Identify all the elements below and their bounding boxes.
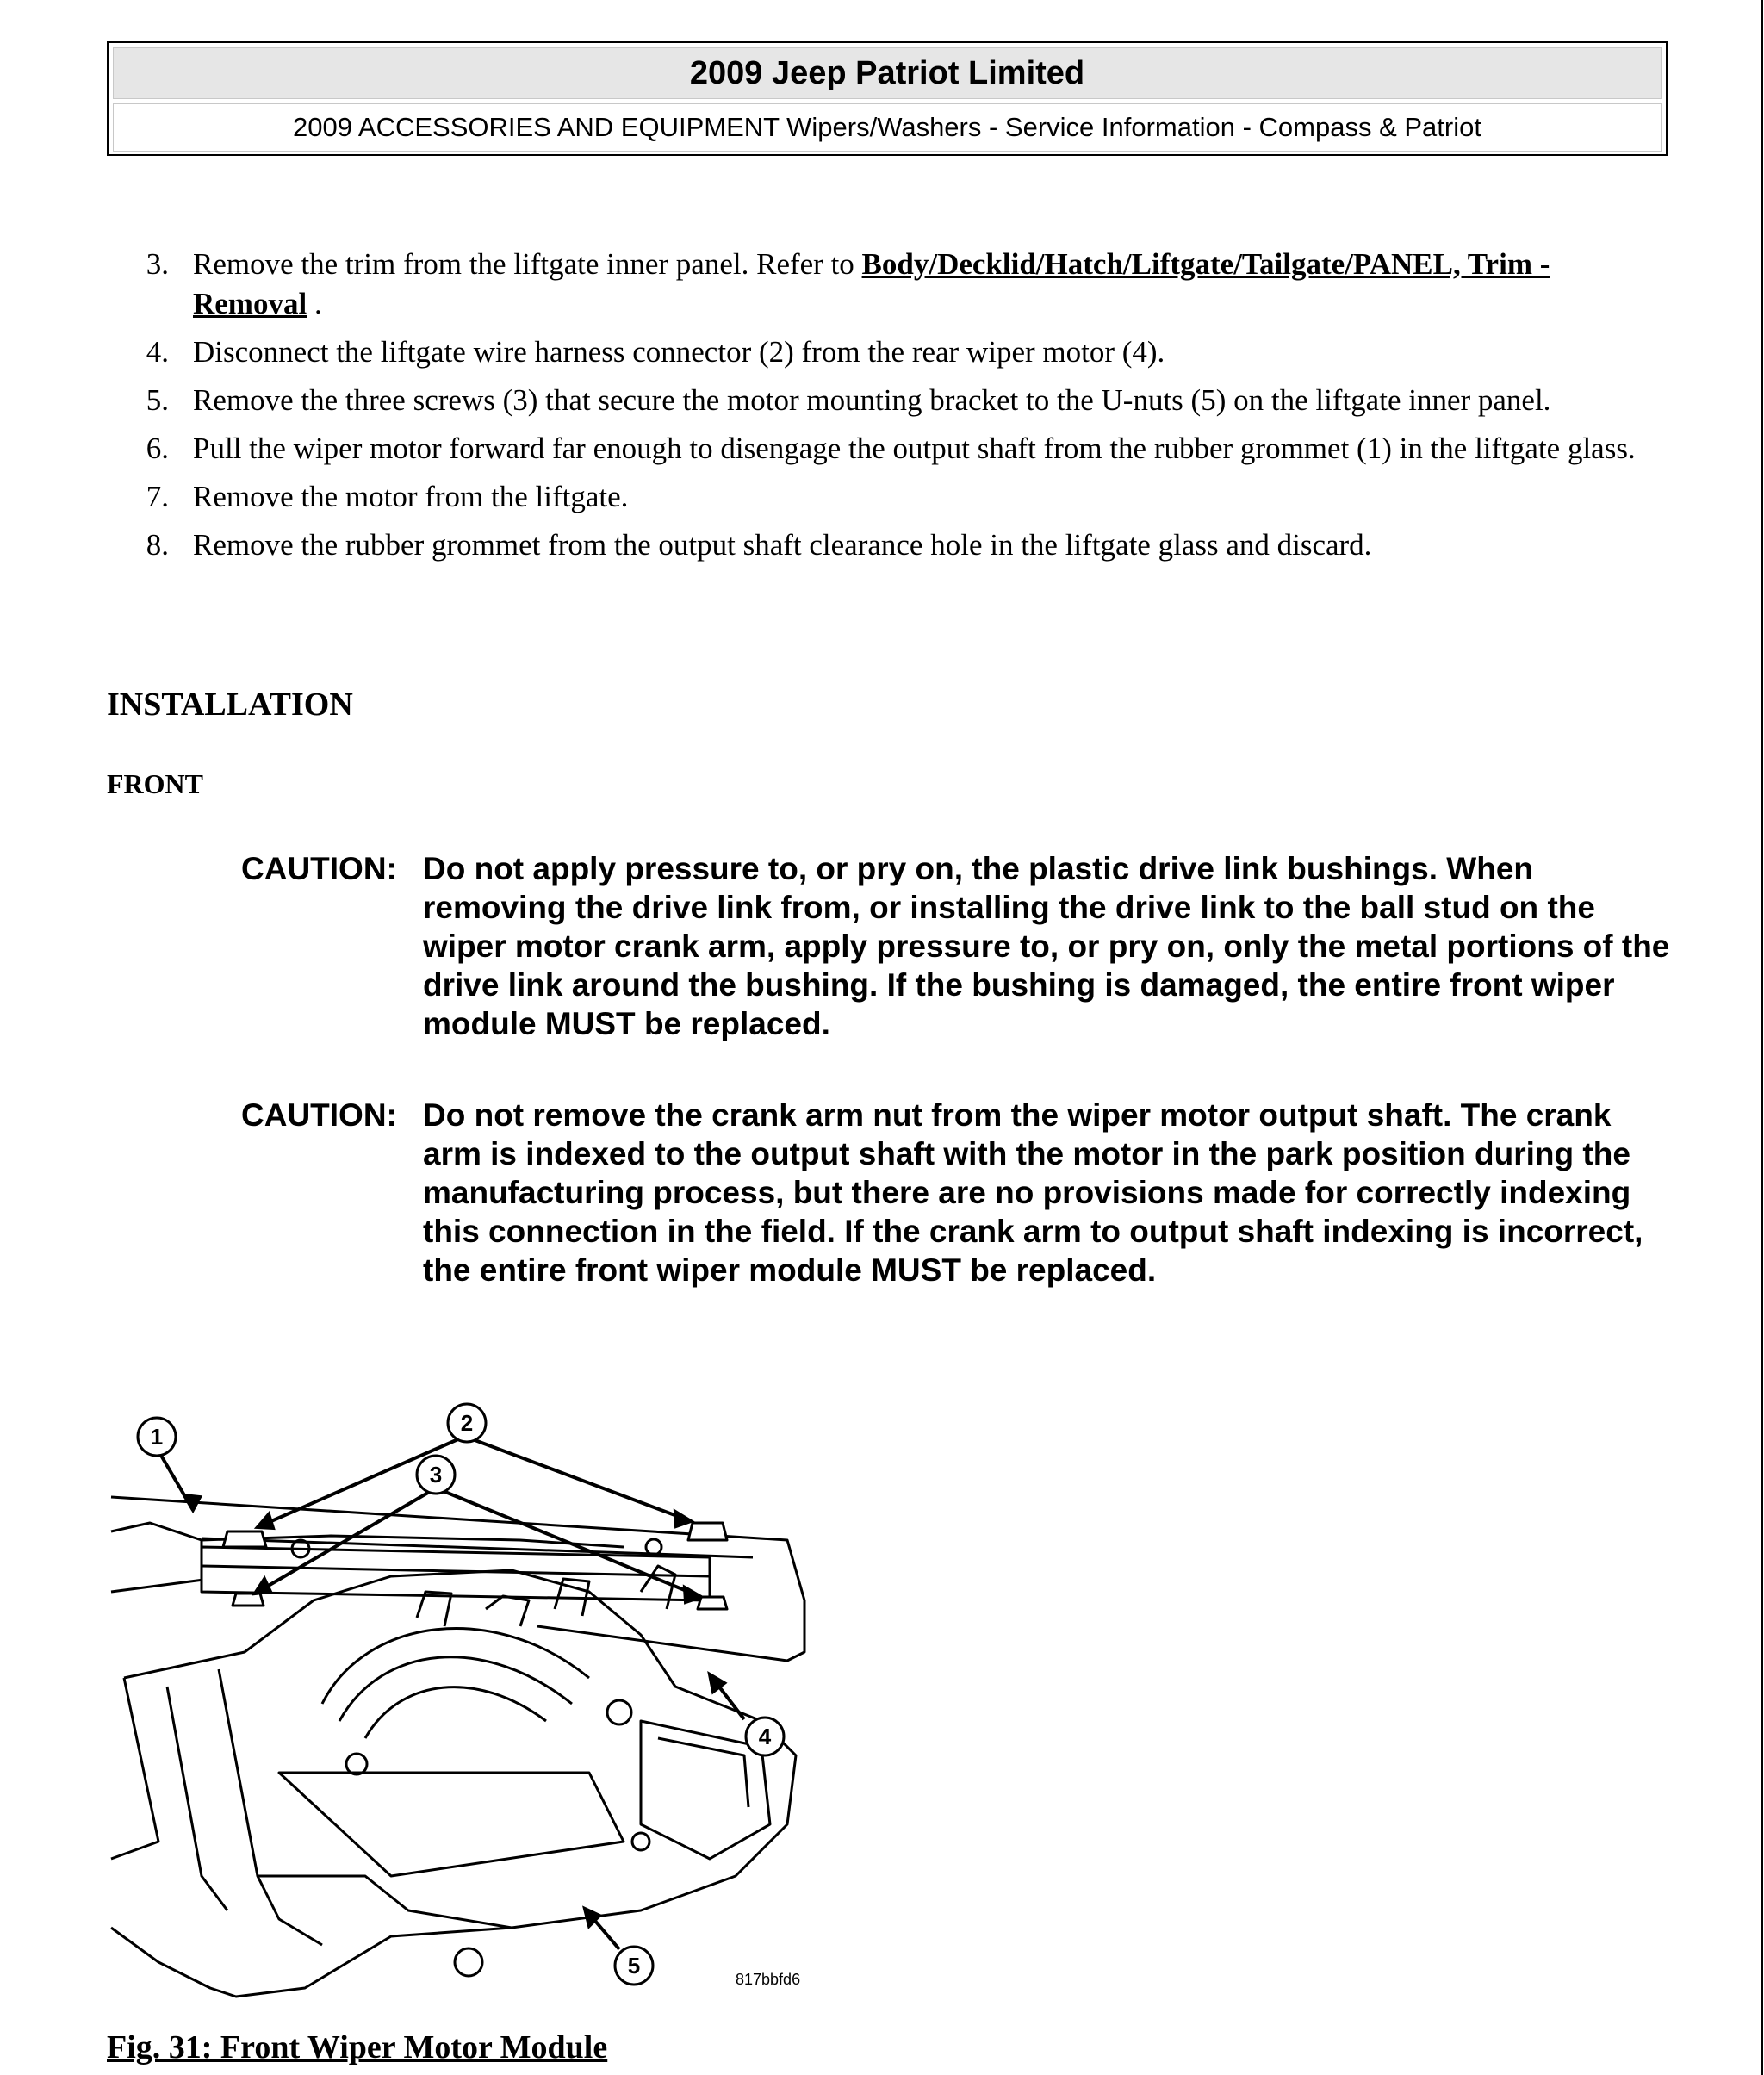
step-4	[138, 332, 1671, 372]
page-border	[1761, 0, 1763, 2075]
step-text: Remove the motor from the liftgate.	[193, 480, 629, 513]
step-number: 6.	[146, 432, 169, 465]
step-number: 8.	[146, 528, 169, 562]
step-5	[138, 381, 1671, 420]
callout-1: 1	[150, 1424, 164, 1450]
step-number: 7.	[146, 480, 169, 513]
step-number: 5.	[146, 383, 169, 417]
caution-text: Do not remove the crank arm nut from the wiper motor output shaft. The crank arm is indexed to the output shaft with the motor in the park position during the manufacturing process, but there are no provisions made for correctly indexing this connection in the field. If the crank arm to output shaft indexing is incorrect, the entire front wiper module MUST be replaced.	[423, 1097, 1643, 1288]
step-text: Remove the rubber grommet from the output shaft clearance hole in the liftgate glass and discard.	[193, 528, 1372, 562]
step-3	[138, 245, 1671, 324]
step-text: Remove the trim from the liftgate inner panel. Refer to	[193, 247, 862, 281]
step-7	[138, 477, 1671, 517]
caution-block-2	[241, 1096, 1671, 1289]
step-text-after: .	[307, 287, 322, 320]
step-text: Remove the three screws (3) that secure the motor mounting bracket to the U-nuts (5) on the liftgate inner panel.	[193, 383, 1551, 417]
wiper-motor-figure	[107, 1394, 813, 2007]
callout-3: 3	[429, 1462, 443, 1488]
step-number: 4.	[146, 335, 169, 369]
callout-4: 4	[758, 1724, 772, 1749]
image-code: 817bbfd6	[736, 1971, 801, 1988]
caution-text: Do not apply pressure to, or pry on, the plastic drive link bushings. When removing the drive link from, or installing the drive link to the ball stud on the wiper motor crank arm, apply pressure to, or pry on, only the metal portions of the drive link around the bushing. If the bushing is damaged, the entire front wiper module MUST be replaced.	[423, 851, 1670, 1041]
document-subtitle: 2009 ACCESSORIES AND EQUIPMENT Wipers/Washers - Service Information - Compass & Patriot	[113, 103, 1662, 152]
front-heading: FRONT	[107, 768, 203, 799]
installation-heading: INSTALLATION	[107, 686, 353, 723]
step-number: 3.	[146, 247, 169, 281]
document-title: 2009 Jeep Patriot Limited	[113, 47, 1662, 99]
caution-label: CAUTION:	[241, 1097, 397, 1133]
step-8	[138, 525, 1671, 565]
step-text: Disconnect the liftgate wire harness connector (2) from the rear wiper motor (4).	[193, 335, 1165, 369]
callout-5: 5	[627, 1953, 641, 1979]
removal-steps	[138, 245, 1671, 574]
caution-block-1	[241, 849, 1671, 1043]
callout-2: 2	[460, 1410, 474, 1436]
step-text: Pull the wiper motor forward far enough to disengage the output shaft from the rubber grommet (1) in the liftgate glass.	[193, 432, 1636, 465]
trim-removal-link[interactable]: Body/Decklid/Hatch/Liftgate/Tailgate/PANEL, Trim - Removal	[193, 247, 1550, 320]
document-header	[107, 41, 1668, 156]
wiper-motor-illustration	[107, 1394, 813, 2007]
figure-caption: Fig. 31: Front Wiper Motor Module	[107, 2029, 608, 2066]
step-6	[138, 429, 1671, 469]
caution-label: CAUTION:	[241, 851, 397, 886]
